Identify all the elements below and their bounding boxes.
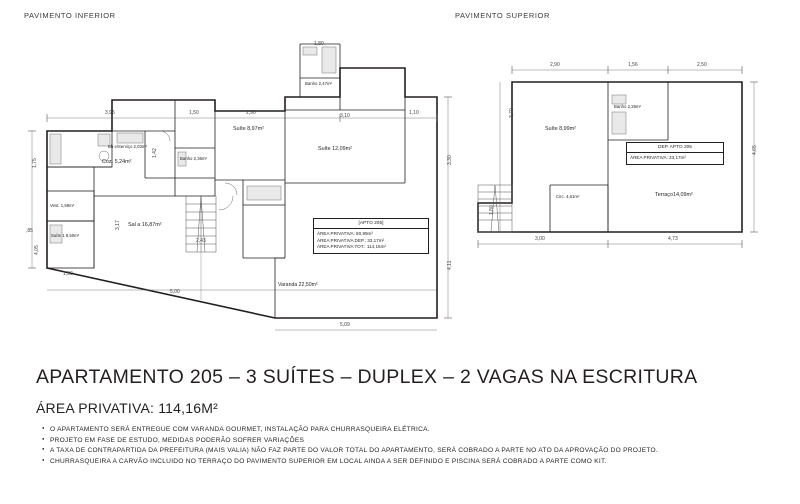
legend-upper-line-1: ÁREA PRIVATIVA: 33,17m² <box>630 154 686 160</box>
legend-lower-line-1: ÁREA PRIVATIVA: 80,99m² <box>317 230 373 236</box>
notes-list <box>36 425 766 468</box>
dim-lower-left-2: 3,17 <box>115 220 121 230</box>
page-subtitle: ÁREA PRIVATIVA: 114,16M² <box>36 400 218 416</box>
dim-upper-top-1: 2,90 <box>550 62 560 68</box>
dim-lower-bottom-3: 5,09 <box>340 322 350 328</box>
floor-label-upper: PAVIMENTO SUPERIOR <box>455 11 550 20</box>
dim-lower-top-3: 2,90 <box>246 110 256 116</box>
legend-lower-header: [APTO 205] <box>314 219 428 229</box>
dim-lower-top-2: 1,50 <box>189 110 199 116</box>
dim-lower-misc-3: 1,42 <box>152 148 158 158</box>
room-label-banho-servico: Bh e/Serviço 2,03m² <box>108 144 147 149</box>
floor-label-lower: PAVIMENTO INFERIOR <box>24 11 116 20</box>
room-label-suite-2: Suíte 8,97m² <box>233 126 264 132</box>
legend-upper-header: DEP. APTO 205 <box>627 143 723 153</box>
room-label-suite-3: Suíte 12,09m² <box>318 146 352 152</box>
caption-block <box>36 366 766 468</box>
dim-lower-misc-1: 3,10 <box>340 113 350 119</box>
room-label-vest: Vest. 1,59m² <box>50 203 75 208</box>
dim-lower-right-1: 3,30 <box>447 155 453 165</box>
legend-lower-apartment <box>313 218 429 254</box>
dim-lower-top-4: 1,10 <box>409 110 419 116</box>
dim-upper-bottom-2: 4,73 <box>668 236 678 242</box>
note-item: ● A TAXA DE CONTRAPARTIDA DA PREFEITURA (MAIS VALIA) NÃO FAZ PARTE DO VALOR TOTAL DO APARTAMENTO, SERÁ COBRADO A PARTE NO ATO DA APROVAÇÃO DO PROJETO. <box>50 446 766 457</box>
note-item: ● PROJETO EM FASE DE ESTUDO, MEDIDAS PODERÃO SOFRER VARIAÇÕES <box>50 436 766 447</box>
room-label-banho-sup: Banho 2,47m² <box>305 81 332 86</box>
dim-lower-misc-4: 2,43 <box>196 238 206 244</box>
dim-upper-right-1: 4,65 <box>752 145 758 155</box>
room-label-varanda: Varanda 22,50m² <box>278 282 318 288</box>
dim-lower-misc-2: ,85 <box>26 228 33 234</box>
note-item: ● CHURRASQUEIRA A CARVÃO INCLUIDO NO TERRAÇO DO PAVIMENTO SUPERIOR EM LOCAL AINDA A SER DEFINIDO E PISCINA SERÁ COBRADO A PARTE COMO KIT. <box>50 457 766 468</box>
page-title: APARTAMENTO 205 – 3 SUÍTES – DUPLEX – 2 VAGAS NA ESCRITURA <box>36 366 698 388</box>
dim-lower-top-5: 1,80 <box>314 41 324 47</box>
dim-upper-top-2: 1,56 <box>628 62 638 68</box>
dim-upper-left-1: 3,70 <box>509 108 515 118</box>
room-label-banho-superior: Banho 2,26m² <box>614 104 641 109</box>
room-label-terraco: Terraço14,09m² <box>655 192 693 198</box>
dim-lower-left-3: 4,05 <box>34 245 40 255</box>
legend-upper-apartment <box>626 142 724 165</box>
room-label-circ: Circ. 4,61m² <box>556 194 580 199</box>
dim-lower-left-1: 1,75 <box>32 158 38 168</box>
dim-upper-left-2: 1,80 <box>489 205 495 215</box>
room-label-sala: Sal a 16,87m² <box>128 222 162 228</box>
dim-lower-right-2: 4,11 <box>447 260 453 270</box>
dim-lower-top-1: 3,95 <box>105 110 115 116</box>
room-label-suite-superior: Suíte 8,99m² <box>545 126 576 132</box>
dim-upper-top-3: 2,50 <box>697 62 707 68</box>
dim-upper-bottom-1: 3,00 <box>535 236 545 242</box>
dim-lower-bottom-2: 5,00 <box>170 289 180 295</box>
room-label-banho: Banho 2,36m² <box>180 156 207 161</box>
dim-lower-bottom-1: 1,50 <box>63 271 73 277</box>
room-label-suite-terreo: Suíte 1 8,50m² <box>51 233 80 238</box>
legend-lower-line-3: ÁREA PRIVATIVA TOT.: 114,16m² <box>317 244 386 250</box>
room-label-cozinha: Coz. 5,24m² <box>102 159 132 165</box>
legend-lower-line-2: ÁREA PRIVATIVA DEP.: 33,17m² <box>317 237 385 243</box>
note-item: ● O APARTAMENTO SERÁ ENTREGUE COM VARANDA GOURMET, INSTALAÇÃO PARA CHURRASQUEIRA ELÉTRICA. <box>50 425 766 436</box>
